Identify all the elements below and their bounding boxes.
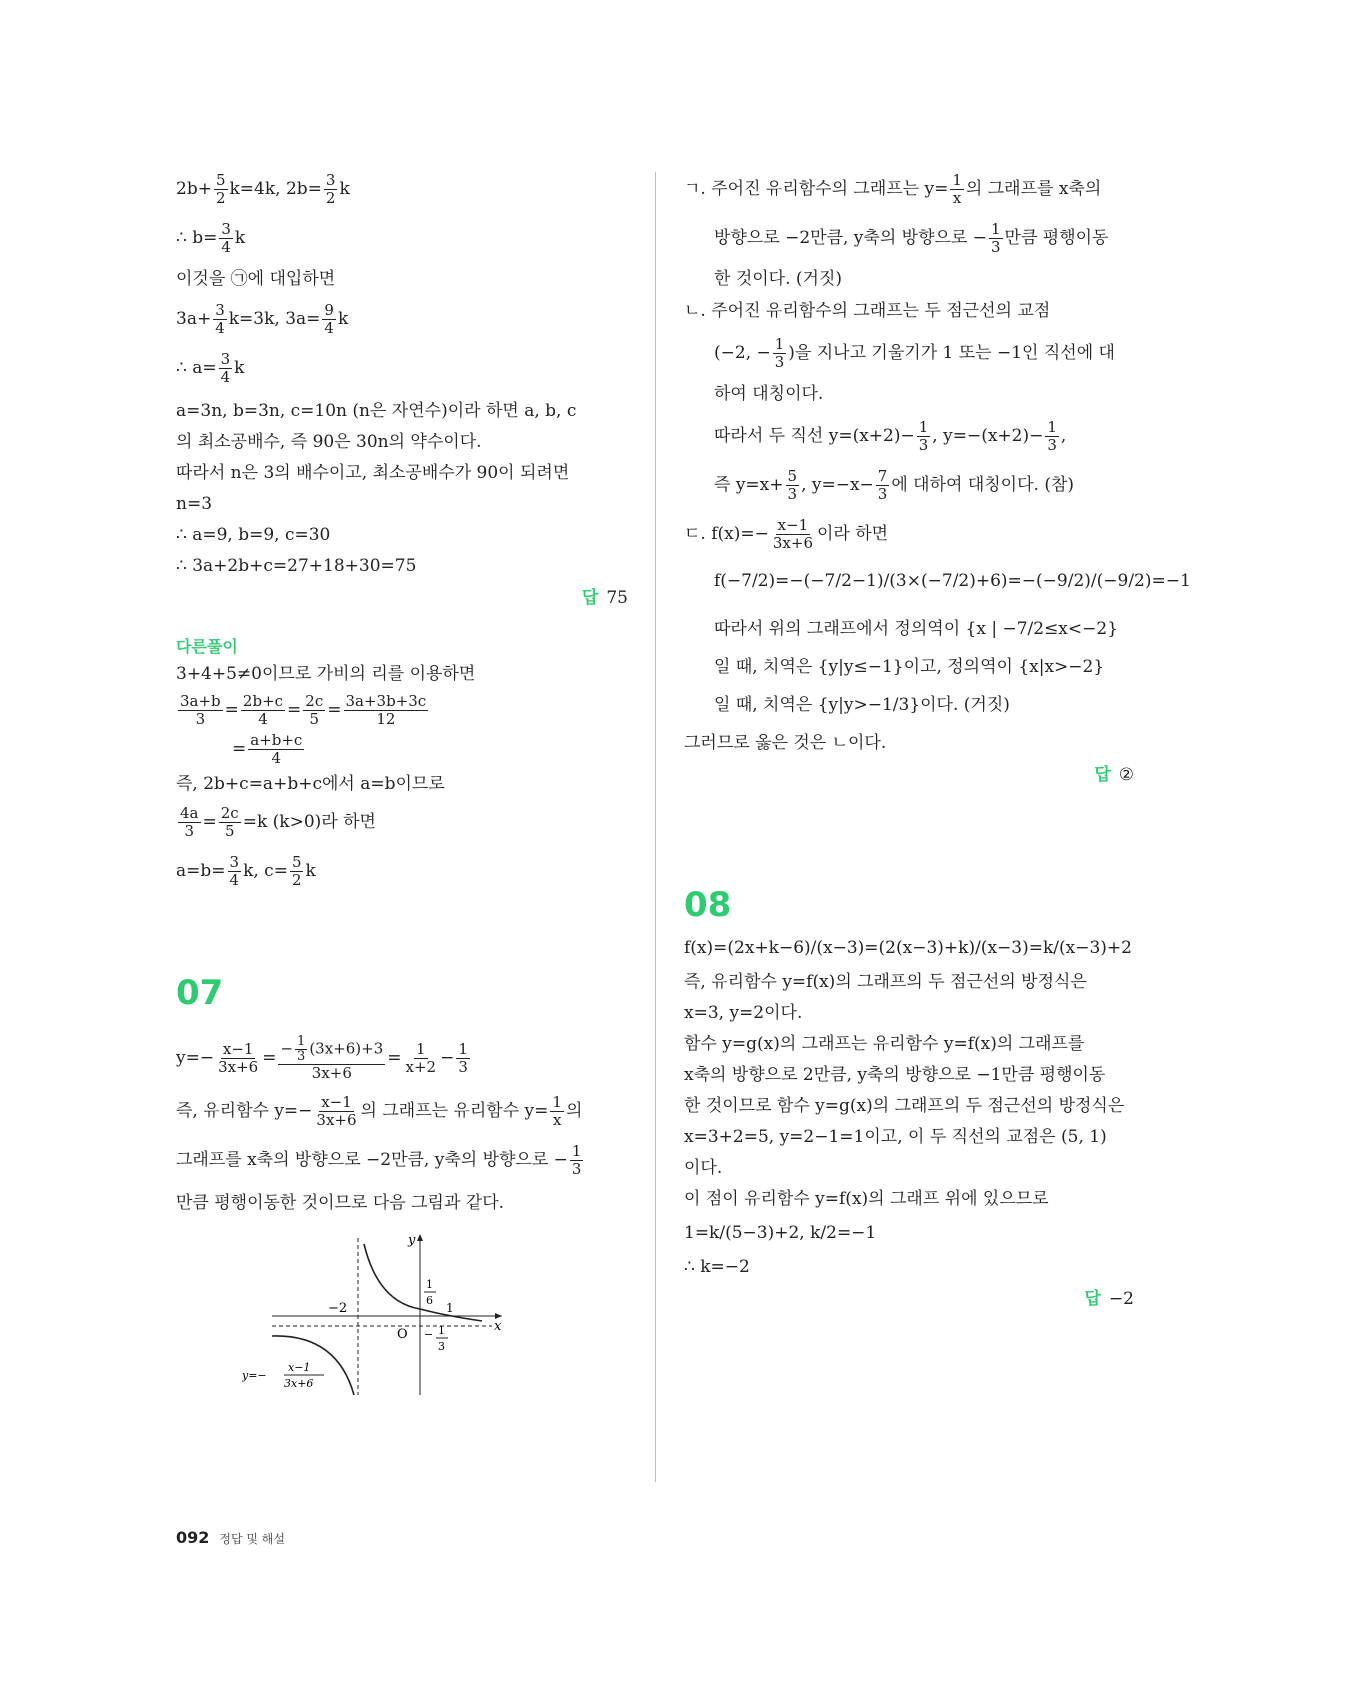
item-d-calc: f(−7/2)=−(−7/2−1)/(3×(−7/2)+6)=−(−9/2)/(−9/2)=−1 <box>714 571 1191 591</box>
text-line: 한 것이므로 함수 y=g(x)의 그래프의 두 점근선의 방정식은 <box>684 1096 1125 1116</box>
text-line: 3+4+5≠0이므로 가비의 리를 이용하면 <box>176 664 476 684</box>
label-neg2: −2 <box>328 1301 348 1316</box>
page-number: 092 <box>176 1528 210 1547</box>
svg-text:1: 1 <box>438 1324 445 1337</box>
item-n-line4: 따라서 두 직선 y=(x+2)− $\frac{1}{3}$ , y=−(x+2)− $\frac{1}{3}$ , <box>714 418 1067 454</box>
substitute-text: 이것을 ㉠에 대입하면 <box>176 269 336 289</box>
svg-text:y=−: y=− <box>242 1369 267 1382</box>
curve-right-branch <box>364 1244 482 1321</box>
ratio-k: $\frac{4a}{3}$ = $\frac{2c}{5}$ =k (k>0)라 하면 <box>180 804 376 840</box>
alt-solution-title: 다른풀이 <box>176 637 238 656</box>
text-line: 이 점이 유리함수 y=f(x)의 그래프 위에 있으므로 <box>684 1189 1049 1209</box>
footer-text: 정답 및 해설 <box>219 1532 285 1546</box>
label-1: 1 <box>446 1301 454 1315</box>
eq-3a: 3a+ $\frac{3}{4}$ k=3k, 3a= $\frac{9}{4}$ k <box>176 301 349 337</box>
item-g-line1: ㄱ. 주어진 유리함수의 그래프는 y= $\frac{1}{x}$ 의 그래프를 x축의 <box>684 171 1102 207</box>
p8-result: ∴ k=−2 <box>684 1257 750 1277</box>
text-line: a=3n, b=3n, c=10n (n은 자연수)이라 하면 a, b, c <box>176 401 577 421</box>
text-line: 의 최소공배수, 즉 90은 30n의 약수이다. <box>176 432 482 452</box>
svg-text:1: 1 <box>426 1278 433 1291</box>
eq-a: ∴ a= $\frac{3}{4}$ k <box>176 350 245 386</box>
problem-number-07: 07 <box>176 973 224 1013</box>
item-n-line1: ㄴ. 주어진 유리함수의 그래프는 두 점근선의 교점 <box>684 301 1051 321</box>
item-d-line1: ㄷ. f(x)=− $\frac{x-1}{3x+6}$ 이라 하면 <box>684 516 889 552</box>
x-axis-label: x <box>494 1319 502 1334</box>
p7-text1: 즉, 유리함수 y=− $\frac{x-1}{3x+6}$ 의 그래프는 유리함수 y= $\frac{1}{x}$ 의 <box>176 1093 583 1129</box>
right-column <box>684 171 1191 1309</box>
answer: 답 ② <box>1094 765 1134 785</box>
svg-text:6: 6 <box>426 1294 433 1307</box>
svg-text:−: − <box>424 1328 434 1341</box>
text-line: 따라서 n은 3의 배수이고, 최소공배수가 90이 되려면 <box>176 463 570 483</box>
answer: 답 75 <box>581 588 628 608</box>
page-footer <box>176 1528 285 1547</box>
text-line: 즉, 2b+c=a+b+c에서 a=b이므로 <box>176 774 445 794</box>
text-line: ∴ 3a+2b+c=27+18+30=75 <box>176 556 417 576</box>
ratio-eq: $\frac{3a+b}{3}$ = $\frac{2b+c}{4}$ = $\frac{2c}{5}$ = $\frac{3a+3b+3c}{12}$ <box>180 692 427 728</box>
item-n-line5: 즉 y=x+ $\frac{5}{3}$ , y=−x− $\frac{7}{3}$ 에 대하여 대칭이다. (참) <box>714 467 1075 503</box>
item-d-line5: 일 때, 치역은 {y|y>−1/3}이다. (거짓) <box>714 695 1010 715</box>
p8-eq2: 1=k/(5−3)+2, k/2=−1 <box>684 1223 877 1243</box>
abc-eq: a=b= $\frac{3}{4}$ k, c= $\frac{5}{2}$ k <box>176 853 316 889</box>
svg-text:x−1: x−1 <box>288 1361 311 1374</box>
text-line: 이다. <box>684 1158 723 1178</box>
p8-eq: f(x)=(2x+k−6)/(x−3)=(2(x−3)+k)/(x−3)=k/(x−3)+2 <box>684 938 1132 958</box>
item-n-line3: 하여 대칭이다. <box>714 384 824 404</box>
left-column <box>176 172 628 1404</box>
rational-function-graph <box>242 1230 542 1400</box>
text-line: ∴ a=9, b=9, c=30 <box>176 525 331 545</box>
item-d-line4: 일 때, 치역은 {y|y≤−1}이고, 정의역이 {x|x>−2} <box>714 657 1105 677</box>
y-axis-arrow <box>417 1234 423 1241</box>
origin-label: O <box>397 1327 408 1342</box>
item-g-line2: 방향으로 −2만큼, y축의 방향으로 − $\frac{1}{3}$ 만큼 평행이동 <box>714 220 1109 256</box>
text-line: 즉, 유리함수 y=f(x)의 그래프의 두 점근선의 방정식은 <box>684 972 1087 992</box>
ratio-eq2: = $\frac{a+b+c}{4}$ <box>232 731 303 767</box>
eq-b: ∴ b= $\frac{3}{4}$ k <box>176 220 246 256</box>
text-line: x=3+2=5, y=2−1=1이고, 이 두 직선의 교점은 (5, 1) <box>684 1127 1107 1147</box>
item-n-line2: (−2, − $\frac{1}{3}$ )을 지나고 기울기가 1 또는 −1인 직선에 대 <box>714 335 1115 371</box>
conclusion: 그러므로 옳은 것은 ㄴ이다. <box>684 733 887 753</box>
label-one-sixth <box>424 1278 436 1307</box>
eq-2b: 2b+ $\frac{5}{2}$ k=4k, 2b= $\frac{3}{2}$ k <box>176 171 350 207</box>
problem-number-08: 08 <box>684 885 732 925</box>
item-d-line3: 따라서 위의 그래프에서 정의역이 {x | −7/2≤x<−2} <box>714 619 1119 639</box>
y-axis-label: y <box>408 1233 416 1248</box>
label-neg-one-third <box>424 1324 448 1353</box>
column-divider <box>655 172 656 1482</box>
p7-text2: 그래프를 x축의 방향으로 −2만큼, y축의 방향으로 − $\frac{1}{3}$ <box>176 1142 582 1178</box>
text-line: x축의 방향으로 2만큼, y축의 방향으로 −1만큼 평행이동 <box>684 1065 1106 1085</box>
text-line: n=3 <box>176 494 213 514</box>
svg-text:3x+6: 3x+6 <box>284 1377 314 1390</box>
curve-label <box>242 1361 324 1390</box>
p7-text3: 만큼 평행이동한 것이므로 다음 그림과 같다. <box>176 1193 505 1213</box>
answer: 답 −2 <box>1084 1289 1134 1309</box>
item-g-line3: 한 것이다. (거짓) <box>714 269 843 289</box>
text-line: 함수 y=g(x)의 그래프는 유리함수 y=f(x)의 그래프를 <box>684 1034 1085 1054</box>
svg-text:3: 3 <box>438 1340 445 1353</box>
text-line: x=3, y=2이다. <box>684 1003 803 1023</box>
p7-eq: y=− $\frac{x-1}{3x+6}$ = − $\frac{1}{3}$ (3x+6)+3 3x+6 = $\frac{1}{x+2}$ − $\frac{1}{3}$ <box>176 1034 468 1082</box>
